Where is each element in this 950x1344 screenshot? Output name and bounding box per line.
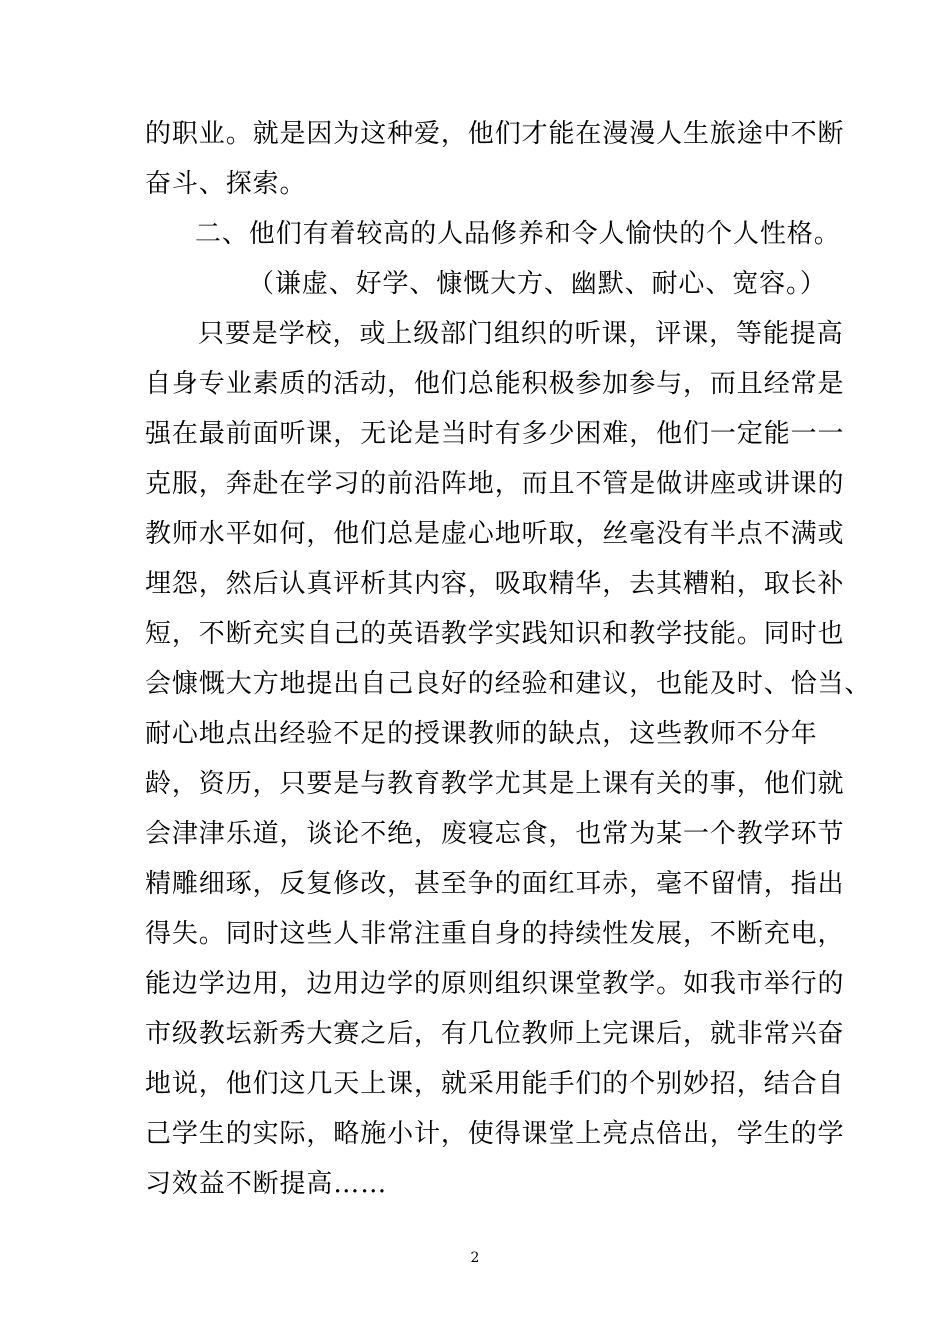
text-line: 克服，奔赴在学习的前沿阵地，而且不管是做讲座或讲课的 — [145, 469, 845, 499]
text-line: 己学生的实际，略施小计，使得课堂上亮点倍出，学生的学 — [145, 1119, 845, 1149]
text-line: 耐心地点出经验不足的授课教师的缺点，这些教师不分年 — [145, 719, 818, 749]
text-line: 精雕细琢，反复修改，甚至争的面红耳赤，毫不留情，指出 — [145, 869, 845, 899]
section-subheading: （谦虚、好学、慷慨大方、幽默、耐心、宽容。） — [248, 269, 827, 299]
text-line: 强在最前面听课，无论是当时有多少困难，他们一定能一一 — [145, 419, 845, 449]
text-line: 得失。同时这些人非常注重自身的持续性发展，不断充电， — [145, 919, 845, 949]
text-line: 埋怨，然后认真评析其内容，吸取精华，去其糟粕，取长补 — [145, 569, 845, 599]
text-line: 龄，资历，只要是与教育教学尤其是上课有关的事，他们就 — [145, 769, 845, 799]
paragraph-first-line: 只要是学校，或上级部门组织的听课，评课，等能提高 — [198, 319, 844, 349]
text-line: 会慷慨大方地提出自己良好的经验和建议，也能及时、恰当、 — [145, 669, 872, 699]
text-line: 市级教坛新秀大赛之后，有几位教师上完课后，就非常兴奋 — [145, 1019, 845, 1049]
text-line: 自身专业素质的活动，他们总能积极参加参与，而且经常是 — [145, 369, 845, 399]
text-line: 奋斗、探索。 — [145, 169, 307, 199]
text-line: 地说，他们这几天上课，就采用能手们的个别妙招，结合自 — [145, 1069, 845, 1099]
text-line: 习效益不断提高…… — [145, 1169, 388, 1199]
text-line: 教师水平如何，他们总是虚心地听取，丝毫没有半点不满或 — [145, 519, 845, 549]
text-line: 的职业。就是因为这种爱，他们才能在漫漫人生旅途中不断 — [145, 119, 845, 149]
page-number: 2 — [470, 1250, 480, 1266]
section-heading: 二、他们有着较高的人品修养和令人愉快的个人性格。 — [195, 219, 841, 249]
text-line: 短，不断充实自己的英语教学实践知识和教学技能。同时也 — [145, 619, 845, 649]
text-line: 能边学边用，边用边学的原则组织课堂教学。如我市举行的 — [145, 969, 845, 999]
text-line: 会津津乐道，谈论不绝，废寝忘食，也常为某一个教学环节 — [145, 819, 845, 849]
